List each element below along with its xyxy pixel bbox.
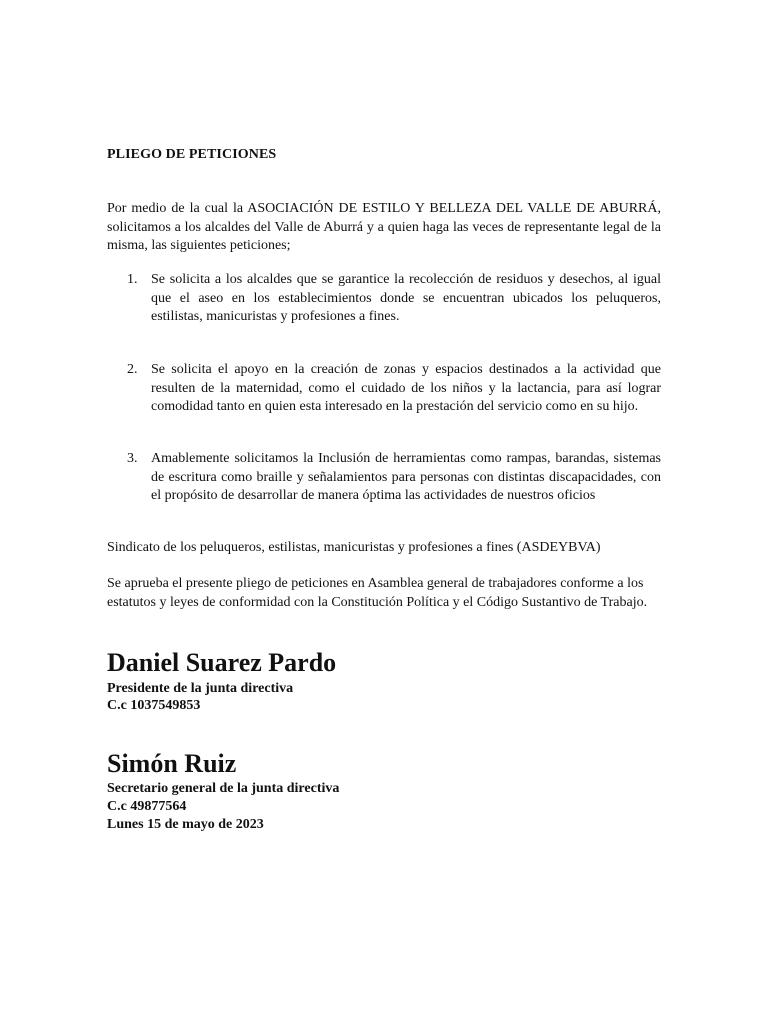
signatory-name-president: Daniel Suarez Pardo bbox=[107, 648, 337, 677]
petition-text: Amablemente solicitamos la Inclusión de herramientas como rampas, barandas, sistemas de escritura como braille y señalamientos para personas con distintas discapacidades, con el propósito de desarrollar de manera óptima las actividades de nuestros oficios bbox=[151, 451, 661, 503]
intro-paragraph: Por medio de la cual la ASOCIACIÓN DE ESTILO Y BELLEZA DEL VALLE DE ABURRÁ, solicitamos a los alcaldes del Valle de Aburrá y a quien haga las veces de representante legal de la misma, las siguientes peticiones; bbox=[107, 201, 661, 253]
petition-number: 3. bbox=[127, 451, 138, 466]
approval-paragraph: Se aprueba el presente pliego de peticiones en Asamblea general de trabajadores conforme a los estatutos y leyes de conformidad con la Constitución Política y el Código Sustantivo de Trabajo. bbox=[107, 576, 648, 610]
document-date: Lunes 15 de mayo de 2023 bbox=[107, 817, 264, 832]
signatory-role-secretary: Secretario general de la junta directiva bbox=[107, 781, 340, 796]
document-title: PLIEGO DE PETICIONES bbox=[107, 147, 277, 162]
petition-text: Se solicita a los alcaldes que se garantice la recolección de residuos y desechos, al igual que el aseo en los establecimientos donde se encuentran ubicados los peluqueros, estilistas, manicuristas y profesiones a fines. bbox=[151, 272, 661, 324]
petition-text: Se solicita el apoyo en la creación de zonas y espacios destinados a la actividad que resulten de la maternidad, como el cuidado de los niños y la lactancia, para así lograr comodidad tanto en quien esta interesado en la prestación del servicio como en su hijo. bbox=[151, 362, 661, 414]
syndicate-line: Sindicato de los peluqueros, estilistas, manicuristas y profesiones a fines (ASDEYBVA) bbox=[107, 540, 601, 555]
signatory-role-president: Presidente de la junta directiva bbox=[107, 681, 294, 696]
signatory-id-secretary: C.c 49877564 bbox=[107, 799, 187, 814]
signatory-name-secretary: Simón Ruiz bbox=[107, 749, 237, 778]
signatory-id-president: C.c 1037549853 bbox=[107, 698, 201, 713]
petition-number: 1. bbox=[127, 272, 138, 287]
petition-number: 2. bbox=[127, 362, 138, 377]
